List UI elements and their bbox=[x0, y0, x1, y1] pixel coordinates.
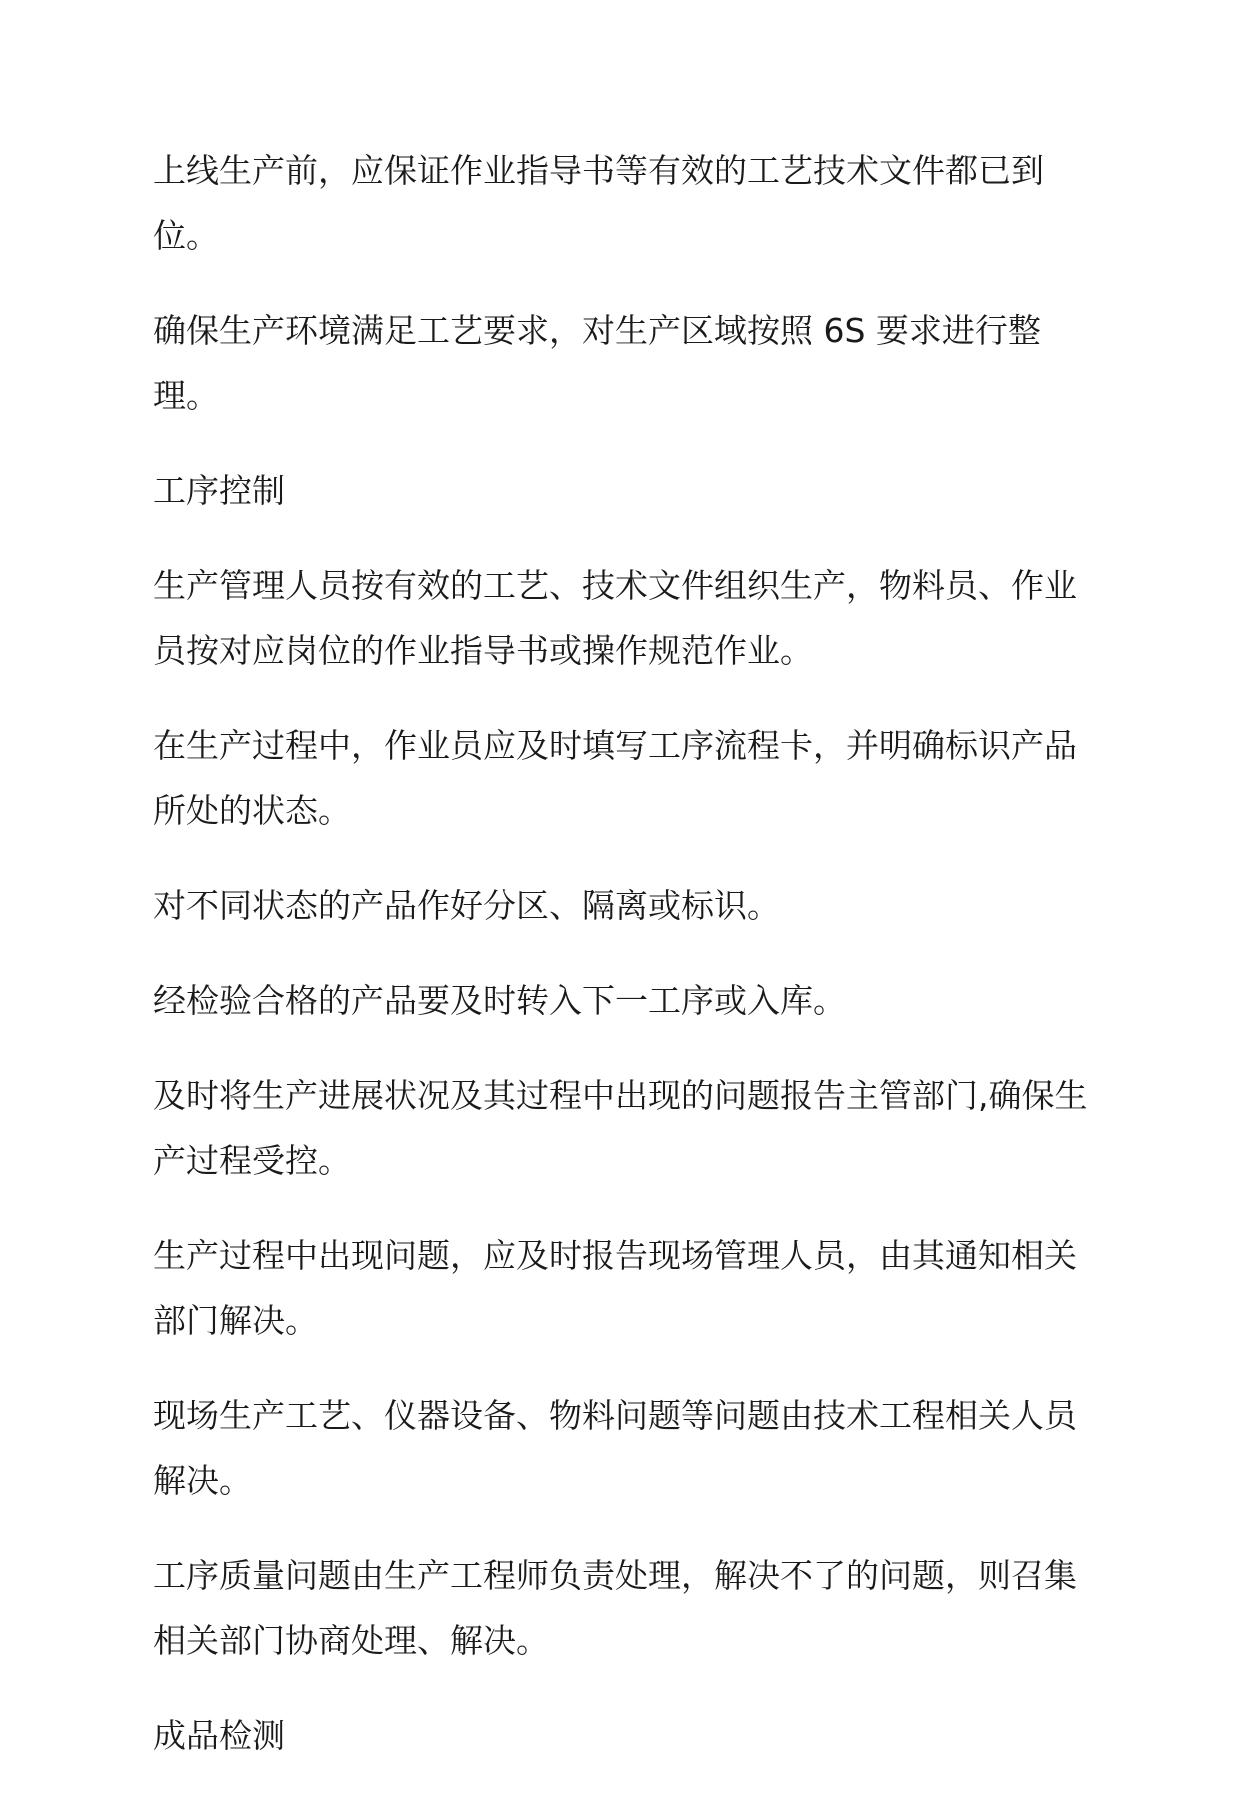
heading-finished-product-testing: 成品检测 bbox=[153, 1716, 285, 1755]
paragraph-pre-production: 上线生产前，应保证作业指导书等有效的工艺技术文件都已到位。 bbox=[153, 151, 1044, 255]
paragraph-zoning: 对不同状态的产品作好分区、隔离或标识。 bbox=[153, 886, 780, 925]
paragraph-environment: 确保生产环境满足工艺要求，对生产区域按照 6S 要求进行整理。 bbox=[153, 311, 1041, 415]
paragraph-report-problems: 生产过程中出现问题，应及时报告现场管理人员，由其通知相关部门解决。 bbox=[153, 1236, 1077, 1340]
heading-process-control: 工序控制 bbox=[153, 471, 285, 510]
paragraph-quality-issues: 工序质量问题由生产工程师负责处理，解决不了的问题，则召集相关部门协商处理、解决。 bbox=[153, 1556, 1077, 1660]
paragraph-qualified-products: 经检验合格的产品要及时转入下一工序或入库。 bbox=[153, 981, 846, 1020]
paragraph-report-progress: 及时将生产进展状况及其过程中出现的问题报告主管部门,确保生产过程受控。 bbox=[153, 1076, 1088, 1180]
paragraph-technical-issues: 现场生产工艺、仪器设备、物料问题等问题由技术工程相关人员解决。 bbox=[153, 1396, 1077, 1500]
paragraph-flow-card: 在生产过程中，作业员应及时填写工序流程卡，并明确标识产品所处的状态。 bbox=[153, 726, 1077, 830]
document-body bbox=[153, 138, 1093, 1798]
paragraph-organize-production: 生产管理人员按有效的工艺、技术文件组织生产，物料员、作业员按对应岗位的作业指导书或操作规范作业。 bbox=[153, 566, 1077, 670]
